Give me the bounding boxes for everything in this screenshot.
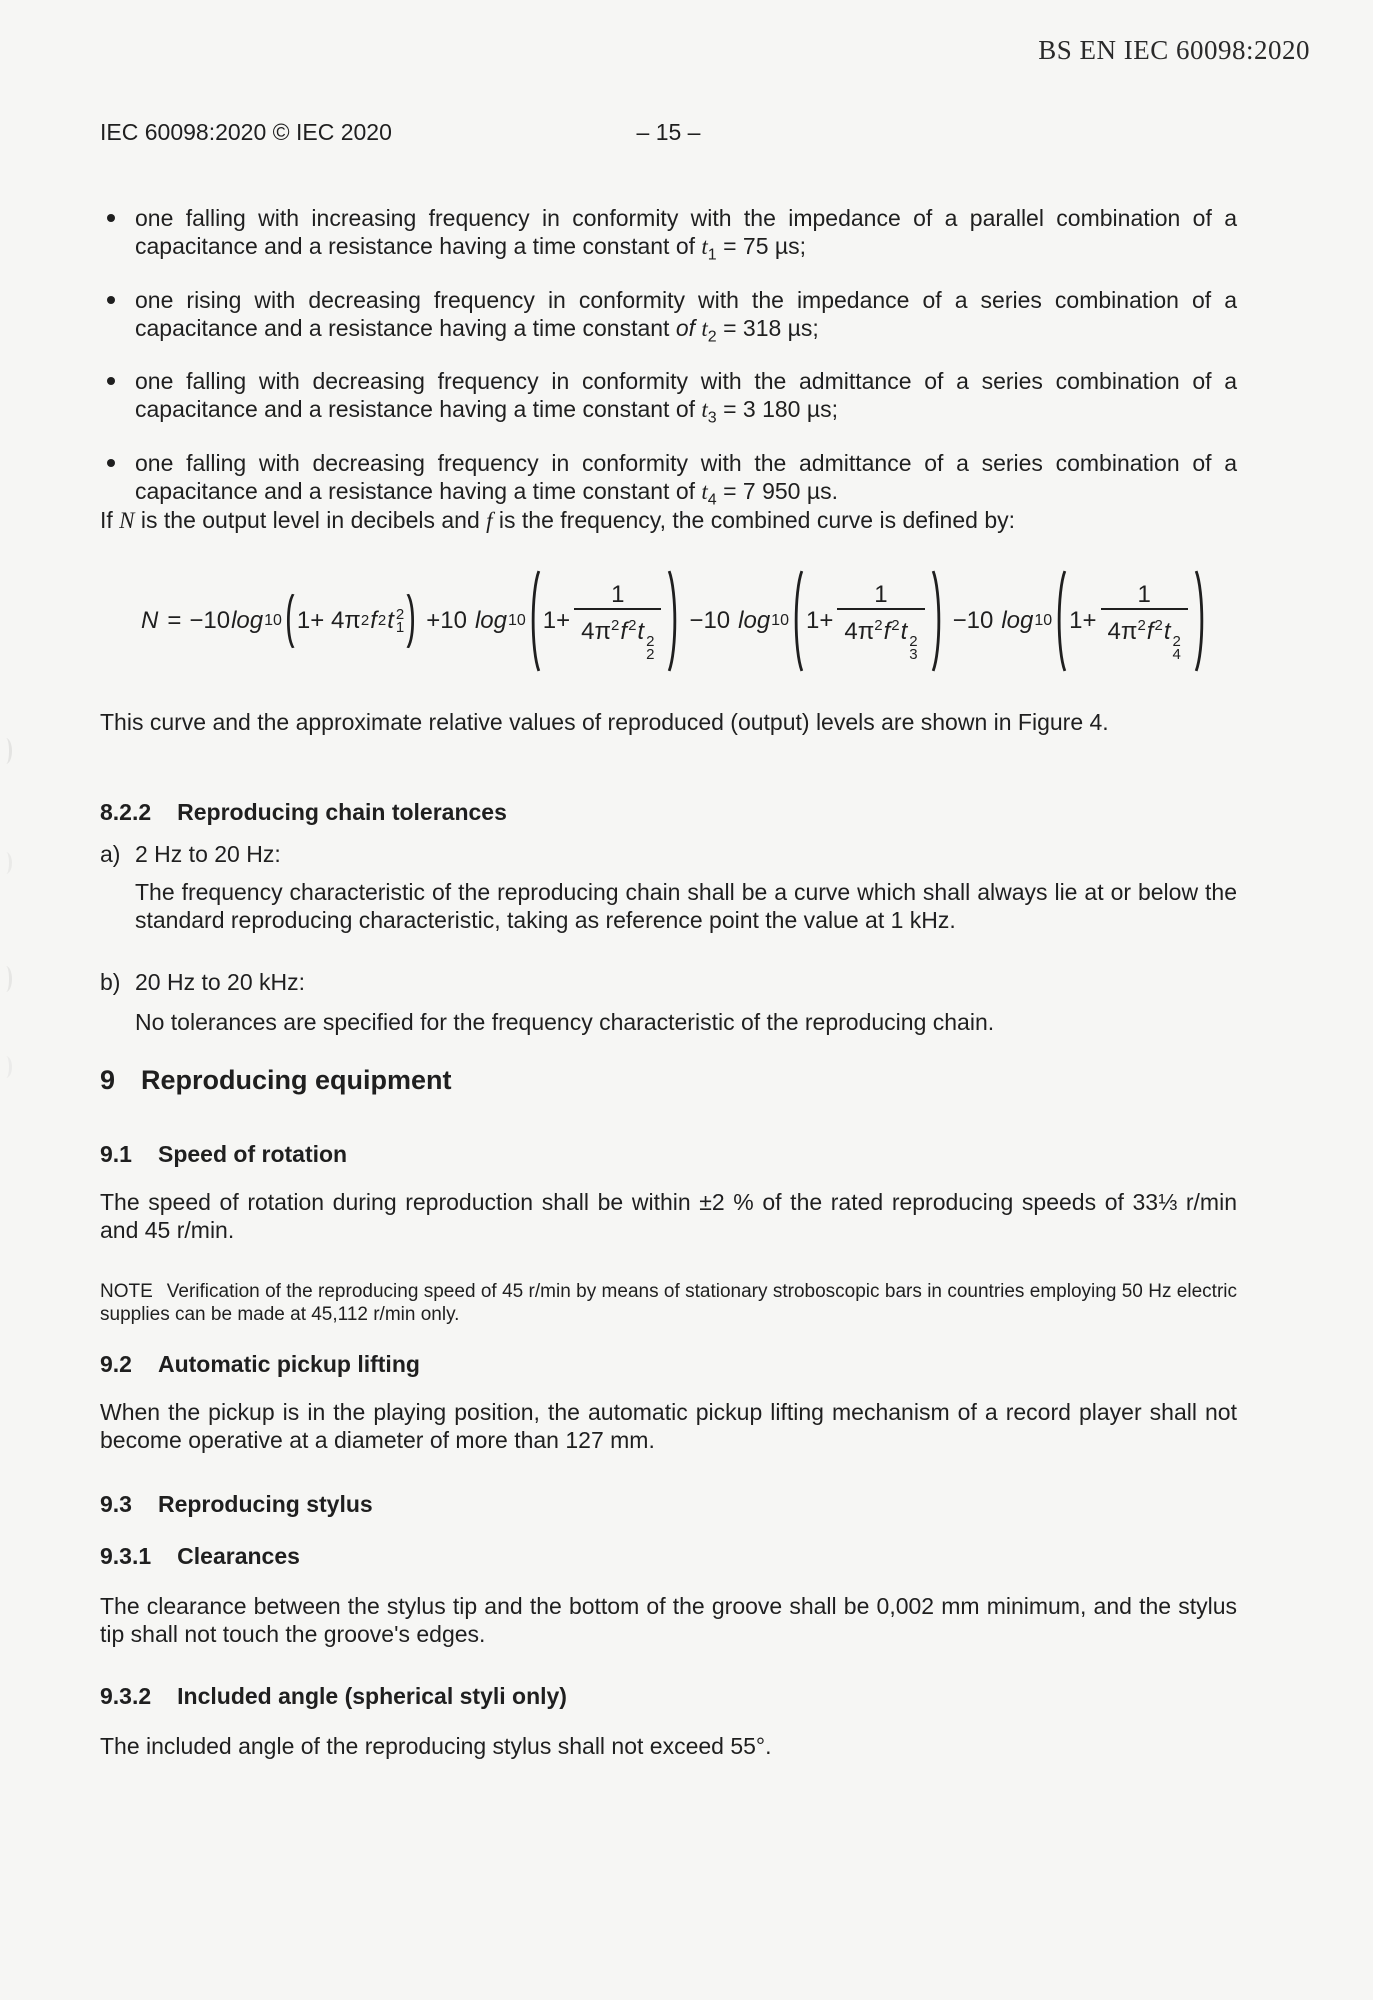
paragraph-item-b: No tolerances are specified for the frequency characteristic of the reproducing chain.: [135, 1009, 995, 1035]
section-title: Reproducing chain tolerances: [177, 799, 507, 825]
heading-9: [100, 1066, 1237, 1094]
section-title: Reproducing stylus: [157, 1491, 373, 1517]
bullet-text: one rising with decreasing frequency in conformity with the impedance of a series combination of a capacitance and a resistance having a time constant: [135, 286, 1237, 341]
bullet-text: one falling with decreasing frequency in conformity with the admittance of a series combination of a capacitance and a resistance having a time constant of: [135, 368, 1237, 423]
open-paren-icon: [1054, 569, 1067, 673]
paragraph-9-3-2: The included angle of the reproducing stylus shall not exceed 55°.: [100, 1733, 772, 1759]
heading-9-2: [100, 1350, 1237, 1378]
section-title: Automatic pickup lifting: [157, 1351, 420, 1377]
heading-9-3-2: [100, 1682, 1237, 1710]
bullet-text: one falling with increasing frequency in conformity with the impedance of a parallel combination of a capacitance and a resistance having a time constant of: [135, 205, 1237, 259]
section-number: 8.2.2: [100, 799, 152, 825]
close-paren-icon: [1194, 569, 1207, 673]
paragraph-9-2: When the pickup is in the playing position, the automatic pickup lifting mechanism of a record player shall not become operative at a diameter of more than 127 mm.: [100, 1399, 1237, 1453]
section-title: Clearances: [177, 1543, 300, 1569]
close-paren-icon: [406, 593, 417, 649]
section-number: 9.3: [100, 1491, 132, 1517]
section-number: 9.2: [100, 1351, 132, 1377]
list-item: one falling with decreasing frequency in conformity with the admittance of a series combination of a capacitance and a resistance having a time constant of $t_3 = 3$ 180 µs;: [100, 367, 1237, 433]
header-left: IEC 60098:2020 © IEC 2020: [100, 119, 392, 145]
note-text: Verification of the reproducing speed of 45 r/min by means of stationary stroboscopic bars in countries employing 50 Hz electric supplies can be made at 45,112 r/min only.: [100, 1281, 1237, 1325]
list-item-a: a) 2 Hz to 20 Hz:: [100, 841, 281, 867]
bullet-icon: [107, 459, 115, 467]
time-constant-value: = 318 µs;: [716, 314, 819, 341]
list-item: one falling with increasing frequency in conformity with the impedance of a parallel combination of a capacitance and a resistance having a time constant of $t_1 = 75$ µs;: [100, 204, 1237, 270]
running-header: [100, 118, 1237, 146]
page-number: – 15 –: [636, 119, 701, 145]
time-constant-value: = 7 950 µs.: [716, 477, 839, 504]
open-paren-icon: [284, 593, 295, 649]
section-title: Reproducing equipment: [141, 1065, 452, 1095]
section-number: 9.1: [100, 1141, 132, 1167]
heading-9-1: [100, 1140, 1237, 1168]
time-constant-value: = 3 180 µs;: [716, 396, 839, 423]
open-paren-icon: [528, 569, 541, 673]
section-number: 9: [100, 1065, 116, 1095]
standard-reference: BS EN IEC 60098:2020: [1038, 35, 1310, 65]
variable-N: N: [119, 508, 135, 533]
section-number: 9.3.2: [100, 1683, 152, 1709]
list-item: one rising with decreasing frequency in conformity with the impedance of a series combination of a capacitance and a resistance having a time constant of $t_2 = 318$ µs;: [100, 286, 1237, 352]
time-constant-symbol: t: [701, 478, 708, 504]
time-constant-symbol: t: [701, 315, 708, 341]
close-paren-icon: [667, 569, 680, 673]
bullet-list: [100, 204, 1237, 530]
formula-intro: If N is the output level in decibels and f is the frequency, the combined curve is defined by:: [100, 507, 1016, 533]
section-title: Speed of rotation: [157, 1141, 348, 1167]
combined-curve-equation: N = −10 log 10 1+ 4π 2 f 2 t 2 1 +10 log 10 1+ 1 $4\pi^2f^2t$ 2 2 −10 log 10 1+ 1 $4\pi^2f^2t$ 2 3 −10 log 10 1+ 1 $4\pi^2f^2t$ 2 4: [140, 556, 1240, 686]
note-label: NOTE: [100, 1281, 153, 1302]
time-constant-symbol: t: [701, 397, 708, 423]
bullet-icon: [107, 214, 115, 222]
paragraph-9-3-1: The clearance between the stylus tip and the bottom of the groove shall be 0,002 mm minimum, and the stylus tip shall not touch the groove's edges.: [100, 1593, 1237, 1647]
time-constant-value: = 75 µs;: [716, 233, 807, 259]
variable-f: f: [486, 508, 493, 533]
paragraph-9-1: The speed of rotation during reproduction shall be within ±2 % of the rated reproducing speeds of 33⅓ r/min and 45 r/min.: [100, 1189, 1237, 1243]
heading-9-3: [100, 1490, 1237, 1518]
note: [100, 1280, 1237, 1326]
open-paren-icon: [791, 569, 804, 673]
heading-9-3-1: [100, 1542, 1237, 1570]
bullet-text: one falling with decreasing frequency in conformity with the admittance of a series combination of a capacitance and a resistance having a time constant of: [135, 449, 1237, 504]
paragraph-item-a: The frequency characteristic of the reproducing chain shall be a curve which shall always lie at or below the standard reproducing characteristic, taking as reference point the value at 1 kHz.: [135, 879, 1237, 933]
paragraph-curve: This curve and the approximate relative values of reproduced (output) levels are shown in Figure 4.: [100, 709, 1109, 735]
variable-N: N: [141, 607, 159, 634]
close-paren-icon: [931, 569, 944, 673]
heading-8-2-2: [100, 798, 1237, 826]
scan-artifact: [0, 738, 12, 764]
section-number: 9.3.1: [100, 1543, 152, 1569]
time-constant-symbol: t: [701, 234, 708, 259]
scan-artifact: [0, 852, 12, 874]
scan-artifact: [0, 1056, 12, 1078]
bullet-icon: [107, 296, 115, 304]
list-item-b: b) 20 Hz to 20 kHz:: [100, 969, 306, 995]
section-title: Included angle (spherical styli only): [177, 1683, 567, 1709]
bullet-icon: [107, 377, 115, 385]
scan-artifact: [0, 966, 12, 992]
list-item: one falling with decreasing frequency in conformity with the admittance of a series combination of a capacitance and a resistance having a time constant of $t_4 = 7$ 950 µs.: [100, 449, 1237, 515]
